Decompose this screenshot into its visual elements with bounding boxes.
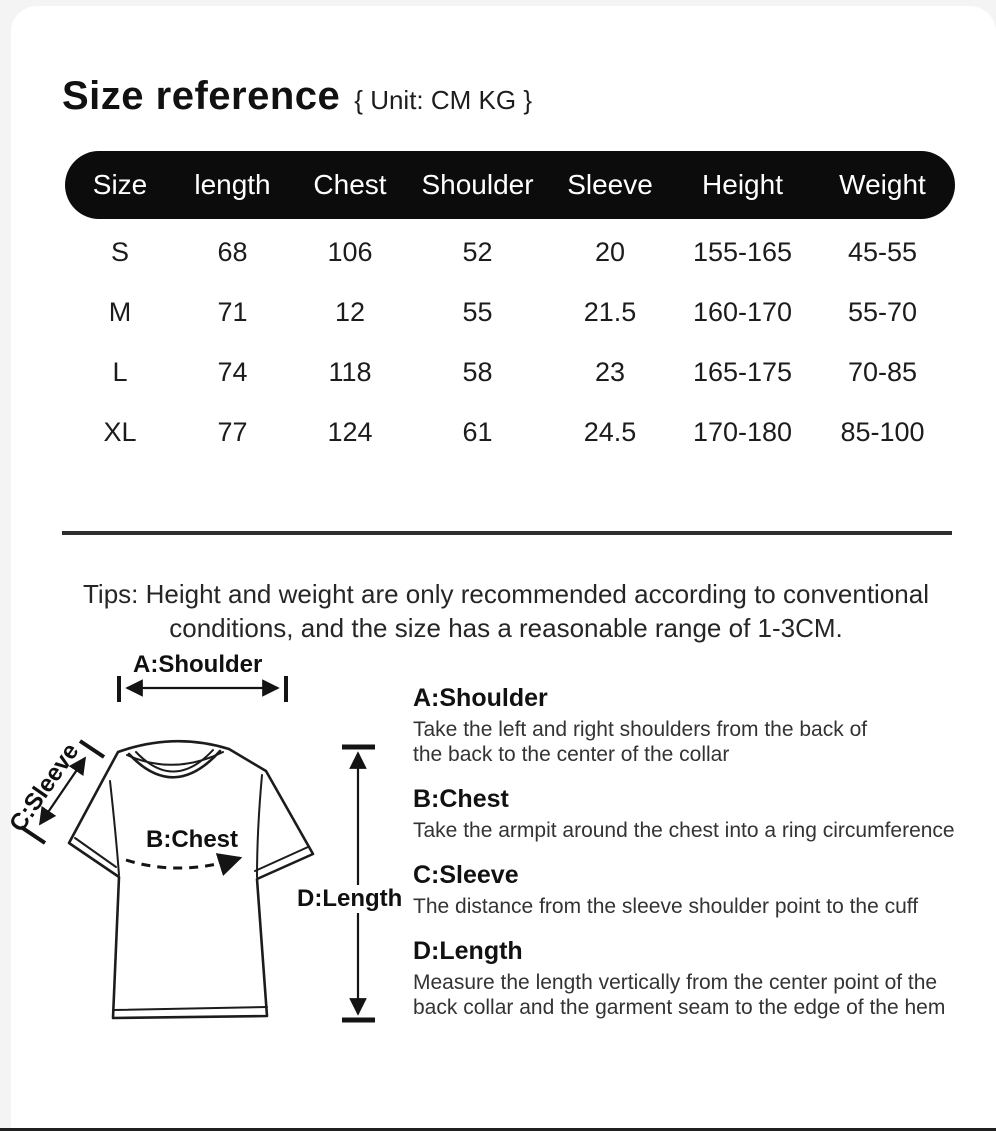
guide-item bbox=[413, 861, 996, 919]
guide-heading: C:Sleeve bbox=[413, 861, 519, 889]
guide-line: back collar and the garment seam to the edge of the hem bbox=[413, 996, 946, 1019]
title-row bbox=[62, 74, 532, 119]
value-cell: 155-165 bbox=[692, 236, 793, 267]
guide-line: the back to the center of the collar bbox=[413, 743, 730, 766]
size-cell: XL bbox=[103, 416, 137, 447]
guide-line: Measure the length vertically from the center point of the bbox=[413, 971, 938, 994]
unit-note: { Unit: CM KG } bbox=[354, 85, 533, 115]
size-table-header bbox=[65, 151, 955, 219]
diagram-label-sleeve: C:Sleeve bbox=[4, 738, 85, 837]
column-header: length bbox=[194, 169, 271, 200]
table-row bbox=[65, 402, 955, 462]
diagram-label-length: D:Length bbox=[297, 885, 403, 912]
tshirt-outline bbox=[69, 741, 313, 1018]
column-header: Size bbox=[92, 169, 148, 200]
value-cell: 124 bbox=[327, 416, 373, 447]
guide-line: The distance from the sleeve shoulder point to the cuff bbox=[413, 895, 919, 918]
column-header: Height bbox=[702, 169, 783, 200]
page-title: Size reference bbox=[62, 74, 341, 118]
value-cell: 160-170 bbox=[692, 296, 793, 327]
guide-item bbox=[413, 937, 996, 1020]
value-cell: 74 bbox=[217, 356, 248, 387]
diagram-label-chest: B:Chest bbox=[146, 826, 239, 853]
guide-line: Take the left and right shoulders from the back of bbox=[413, 718, 868, 741]
value-cell: 71 bbox=[217, 296, 248, 327]
value-cell: 23 bbox=[594, 356, 626, 387]
value-cell: 55 bbox=[462, 296, 493, 327]
size-table-body bbox=[65, 222, 955, 462]
value-cell: 61 bbox=[462, 416, 493, 447]
guide-line: Take the armpit around the chest into a ring circumference bbox=[413, 819, 955, 842]
value-cell: 21.5 bbox=[583, 296, 637, 327]
column-header: Weight bbox=[839, 169, 926, 200]
value-cell: 118 bbox=[328, 356, 372, 387]
column-header: Shoulder bbox=[421, 169, 534, 200]
divider-line bbox=[62, 531, 952, 535]
value-cell: 85-100 bbox=[840, 416, 925, 447]
table-row bbox=[65, 342, 955, 402]
size-cell: M bbox=[108, 296, 132, 327]
column-header: Chest bbox=[313, 169, 387, 200]
value-cell: 24.5 bbox=[583, 416, 637, 447]
chest-dashed-arrow bbox=[126, 858, 240, 868]
value-cell: 70-85 bbox=[847, 356, 918, 387]
tips-line-2: conditions, and the size has a reasonable range of 1-3CM. bbox=[169, 613, 843, 643]
guide-heading: A:Shoulder bbox=[413, 684, 548, 712]
value-cell: 20 bbox=[594, 236, 626, 267]
tips-text bbox=[20, 577, 992, 645]
value-cell: 55-70 bbox=[847, 296, 918, 327]
shoulder-measure-arrow bbox=[119, 676, 286, 702]
table-row bbox=[65, 222, 955, 282]
value-cell: 165-175 bbox=[692, 356, 793, 387]
value-cell: 45-55 bbox=[847, 236, 918, 267]
tshirt-measure-diagram bbox=[0, 640, 412, 1040]
guide-item bbox=[413, 785, 996, 843]
guide-heading: B:Chest bbox=[413, 785, 509, 813]
value-cell: 77 bbox=[217, 416, 248, 447]
table-row bbox=[65, 282, 955, 342]
value-cell: 12 bbox=[334, 296, 366, 327]
size-cell: S bbox=[110, 236, 129, 267]
length-measure-arrow bbox=[342, 747, 375, 1020]
column-header: Sleeve bbox=[567, 169, 653, 200]
guide-item bbox=[413, 684, 996, 767]
size-cell: L bbox=[112, 356, 128, 387]
tips-line-1: Tips: Height and weight are only recommended according to conventional bbox=[83, 579, 929, 609]
value-cell: 58 bbox=[462, 356, 493, 387]
value-cell: 68 bbox=[217, 236, 248, 267]
guide-heading: D:Length bbox=[413, 937, 523, 965]
value-cell: 170-180 bbox=[692, 416, 793, 447]
value-cell: 52 bbox=[462, 236, 493, 267]
measure-guide bbox=[413, 684, 996, 1038]
diagram-label-shoulder: A:Shoulder bbox=[133, 651, 263, 678]
value-cell: 106 bbox=[327, 236, 373, 267]
